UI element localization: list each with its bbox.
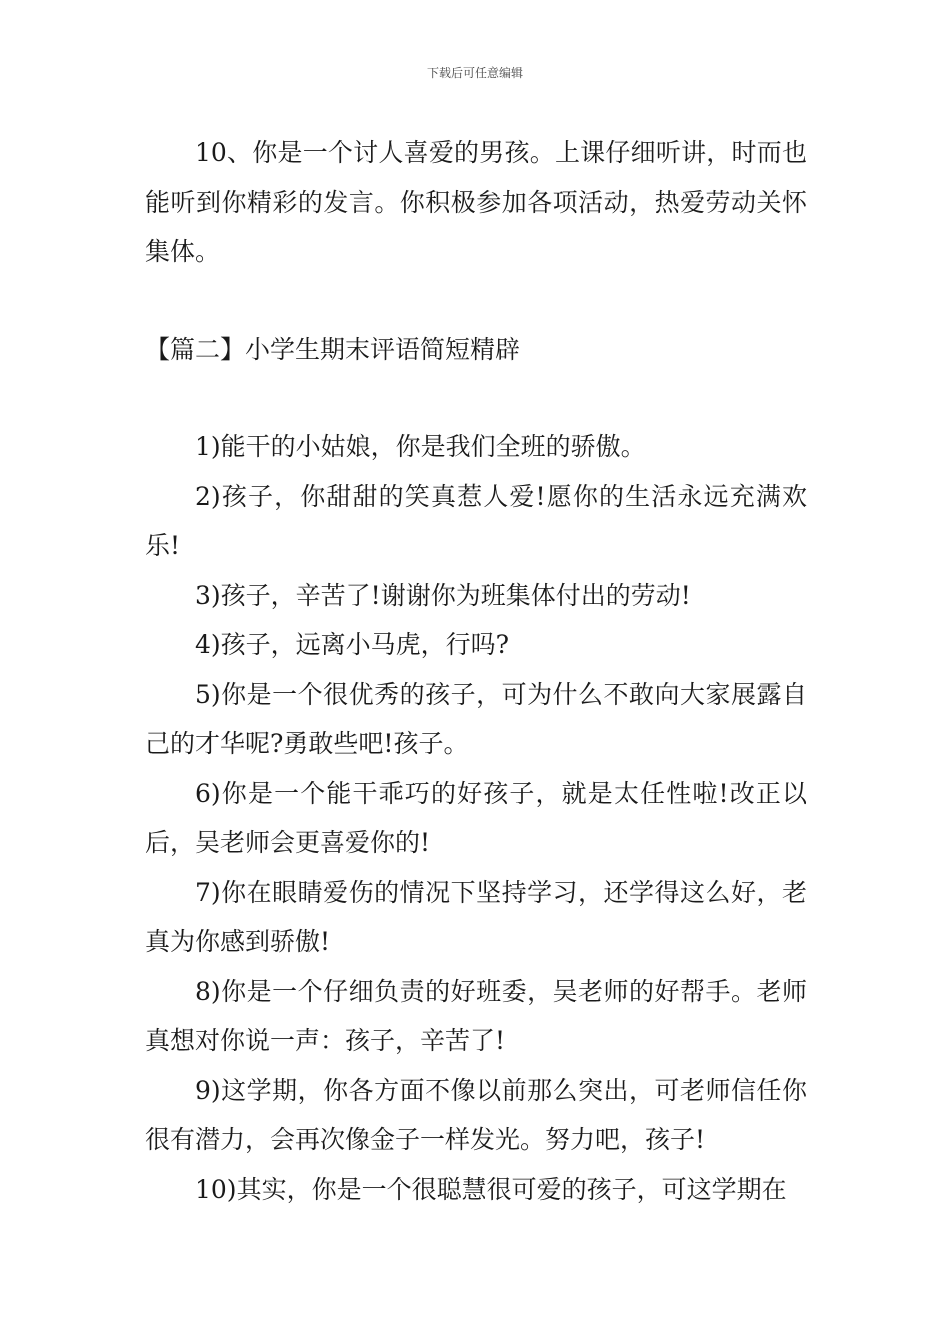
spacer (145, 277, 807, 325)
comment-item: 3)孩子，辛苦了!谢谢你为班集体付出的劳动! (195, 580, 691, 610)
comment-item: 1)能干的小姑娘，你是我们全班的骄傲。 (195, 432, 646, 461)
spacer (145, 374, 807, 422)
comment-item: 2)孩子，你甜甜的笑真惹人爱!愿你的生活永远充满欢乐! (145, 481, 807, 560)
comment-item: 7)你在眼睛爱伤的情况下坚持学习，还学得这么好，老真为你感到骄傲! (145, 877, 807, 956)
section-title: 【篇二】小学生期末评语简短精辟 (145, 334, 521, 364)
comment-item: 9)这学期，你各方面不像以前那么突出，可老师信任你很有潜力，会再次像金子一样发光。努力吧，孩子! (145, 1075, 807, 1154)
comment-item: 10)其实，你是一个很聪慧很可爱的孩子，可这学期在 (195, 1174, 787, 1204)
document-body (145, 128, 807, 1214)
comment-item: 5)你是一个很优秀的孩子，可为什么不敢向大家展露自己的才华呢?勇敢些吧!孩子。 (145, 679, 807, 758)
comment-item: 4)孩子，远离小马虎，行吗? (195, 630, 510, 659)
intro-paragraph: 10、你是一个讨人喜爱的男孩。上课仔细听讲，时而也能听到你精彩的发言。你积极参加各项活动，热爱劳动关怀集体。 (145, 138, 807, 266)
comment-item: 6)你是一个能干乖巧的好孩子，就是太任性啦!改正以后，吴老师会更喜爱你的! (145, 778, 807, 857)
comment-item: 8)你是一个仔细负责的好班委，吴老师的好帮手。老师真想对你说一声：孩子，辛苦了! (145, 976, 807, 1055)
page-header: 下载后可任意编辑 (426, 66, 523, 80)
